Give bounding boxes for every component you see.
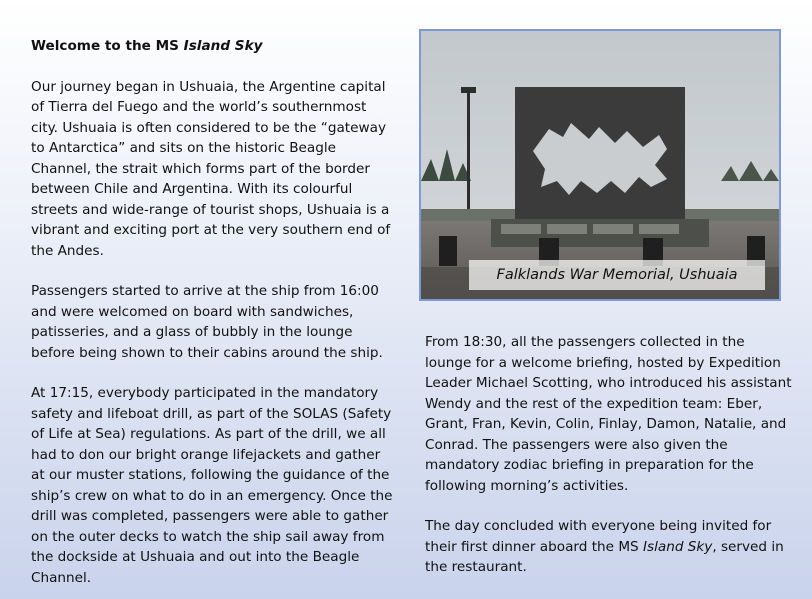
paragraph-safety-drill: At 17:15, everybody participated in the mandatory safety and lifeboat drill, as part of the SOLAS (Safety of Life at Sea) regulations. As part of the drill, we all had to don our bright orange lifejackets and gather at our muster stations, following the guidance of the ship’s crew on what to do in an emergency. Once the drill was completed, passengers were able to gather on the outer decks to watch the ship sail away from the dockside at Ushuaia and out into the Beagle Channel.	[31, 385, 393, 586]
photo-caption: Falklands War Memorial, Ushuaia	[469, 260, 765, 290]
paragraph-welcome-briefing: From 18:30, all the passengers collected in the lounge for a welcome briefing, hosted by Expedition Leader Michael Scotting, who introduced his assistant Wendy and the rest of the expedition team: Eber, Grant, Fran, Kevin, Colin, Finlay, Damon, Natalie, and Conrad. The passengers were also given the mandatory zodiac briefing in preparation for the following morning’s activities.	[425, 334, 792, 494]
page-title: Welcome to the MS Island Sky	[31, 38, 263, 54]
paragraph-dinner: The day concluded with everyone being invited for their first dinner aboard the MS Island Sky, served in the restaurant.	[425, 518, 784, 575]
ship-name: Island Sky	[643, 538, 713, 555]
ship-name: Island Sky	[183, 38, 263, 54]
paragraph-ushuaia: Our journey began in Ushuaia, the Argentine capital of Tierra del Fuego and the world’s southernmost city. Ushuaia is often considered to be the “gateway to Antarctica” and sits on the historic Beagle Channel, the strait which forms part of the border between Chile and Argentina. With its colourful streets and wide-range of tourist shops, Ushuaia is a vibrant and exciting port at the very southern end of the Andes.	[31, 78, 391, 259]
left-column	[31, 36, 393, 588]
memorial-photo	[419, 29, 781, 301]
paragraph-arrival: Passengers started to arrive at the ship from 16:00 and were welcomed on board with sandwiches, patisseries, and a glass of bubbly in the lounge before being shown to their cabins around the ship.	[31, 283, 383, 361]
right-column	[425, 332, 795, 578]
memorial-image	[421, 31, 779, 299]
